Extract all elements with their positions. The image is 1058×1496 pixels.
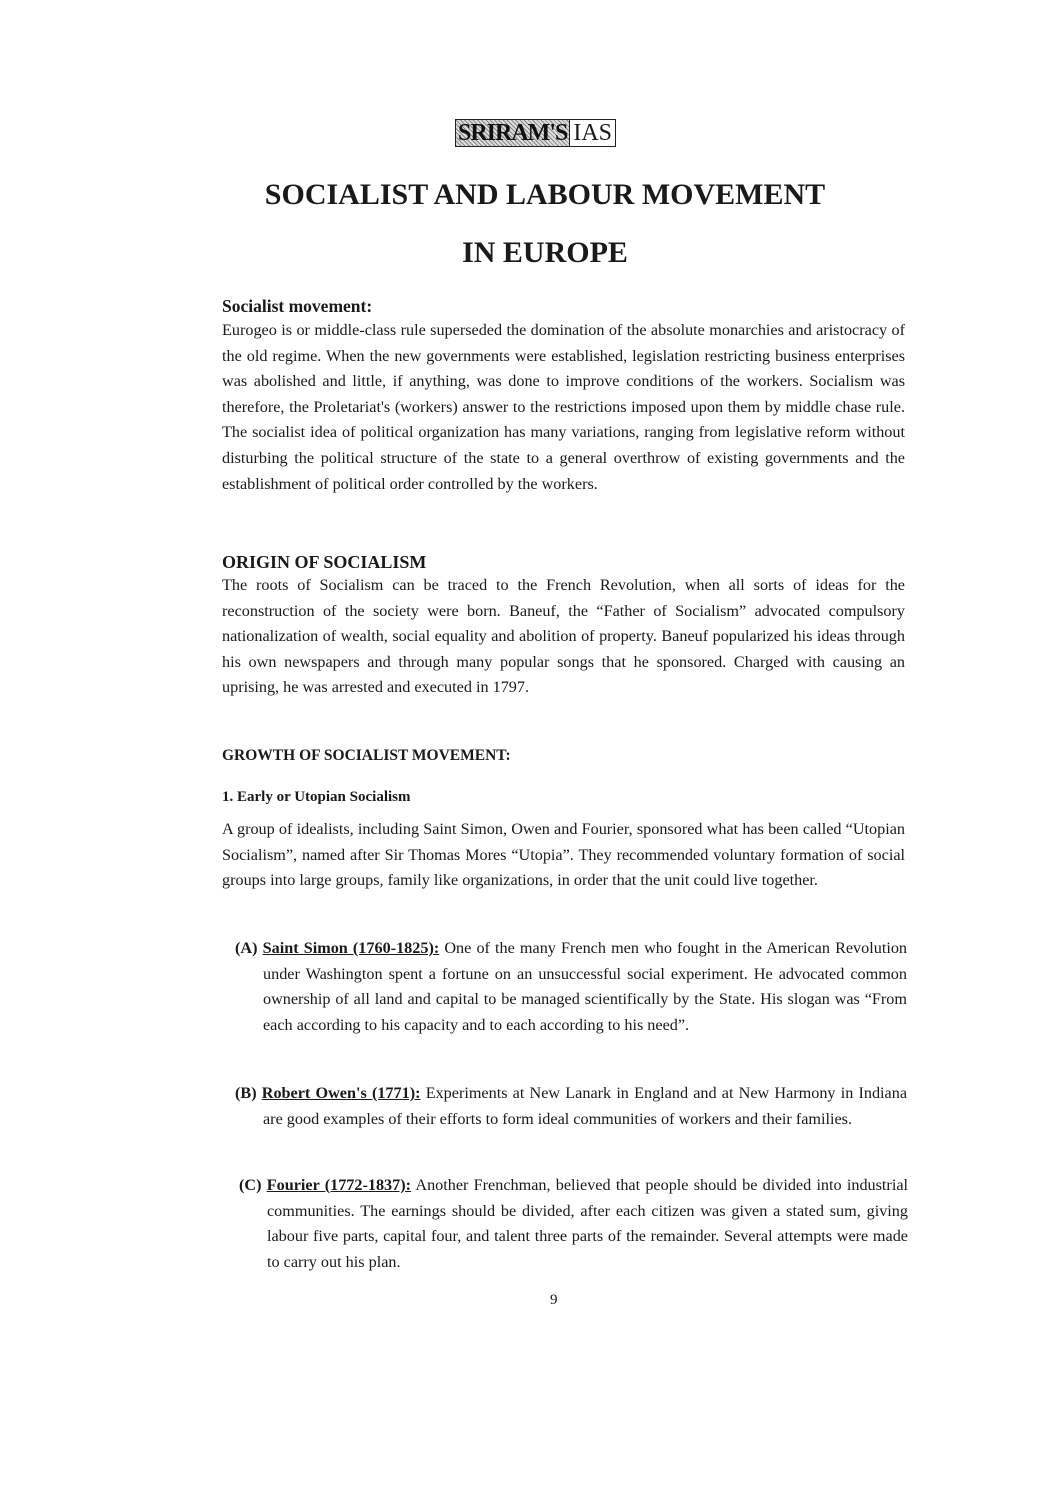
paragraph-utopian: A group of idealists, including Saint Simon, Owen and Fourier, sponsored what has been called “Utopian Socialism”, named after Sir Thomas Mores “Utopia”. They recommended voluntary formation of social groups into large groups, family like organizations, in order that the unit could live together.	[222, 820, 905, 890]
page-title-line2: IN EUROPE	[462, 236, 628, 269]
paragraph-socialist-movement: Eurogeo is or middle-class rule superseded the domination of the absolute monarchies and aristocracy of the old regime. When the new governments were established, legislation restricting business enterprises was abolished and little, if anything, was done to improve conditions of the workers. Socialism was therefore, the Proletariat's (workers) answer to the restrictions imposed upon them by middle chase rule. The socialist idea of political organization has many variations, ranging from legislative reform without disturbing the political structure of the state to a general overthrow of existing governments and the establishment of political order controlled by the workers.	[222, 321, 905, 493]
page-number: 9	[550, 1292, 558, 1308]
item-name: Fourier (1772-1837):	[266, 1176, 412, 1194]
heading-growth: GROWTH OF SOCIALIST MOVEMENT:	[222, 747, 511, 764]
page-title-line1: SOCIALIST AND LABOUR MOVEMENT	[264, 178, 826, 211]
item-text: Experiments at New Lanark in England and at New Harmony in Indiana are good examples of their efforts to form ideal communities of workers and their families.	[263, 1084, 908, 1128]
list-item	[235, 1081, 907, 1132]
logo	[455, 119, 616, 147]
item-name: Robert Owen's (1771):	[261, 1084, 421, 1102]
item-text: One of the many French men who fought in the American Revolution under Washington spent a fortune on an unsuccessful social experiment. He advocated common ownership of all land and capital to be managed scientifically by the State. His slogan was “From each according to his capacity and to each according to his need”.	[263, 939, 908, 1034]
heading-origin: ORIGIN OF SOCIALISM	[222, 552, 427, 572]
item-label: (A)	[235, 939, 258, 957]
logo-part1: SRIRAM'S	[458, 120, 568, 146]
subheading-utopian: 1. Early or Utopian Socialism	[222, 789, 411, 805]
paragraph-origin: The roots of Socialism can be traced to the French Revolution, when all sorts of ideas for the reconstruction of the society were born. Baneuf, the “Father of Socialism” advocated compulsory nationalization of wealth, social equality and abolition of property. Baneuf popularized his ideas through his own newspapers and through many popular songs that he sponsored. Charged with causing an uprising, he was arrested and executed in 1797.	[222, 576, 905, 697]
list-item	[235, 936, 907, 1038]
item-label: (B)	[235, 1084, 257, 1102]
item-name: Saint Simon (1760-1825):	[262, 939, 440, 957]
list-item	[239, 1173, 908, 1275]
item-text: Another Frenchman, believed that people should be divided into industrial communities. The earnings should be divided, after each citizen was given a stated sum, giving labour five parts, capital four, and talent three parts of the remainder. Several attempts were made to carry out his plan.	[267, 1176, 909, 1271]
heading-socialist-movement: Socialist movement:	[222, 296, 373, 316]
logo-part2: IAS	[569, 120, 615, 146]
item-label: (C)	[239, 1176, 262, 1194]
